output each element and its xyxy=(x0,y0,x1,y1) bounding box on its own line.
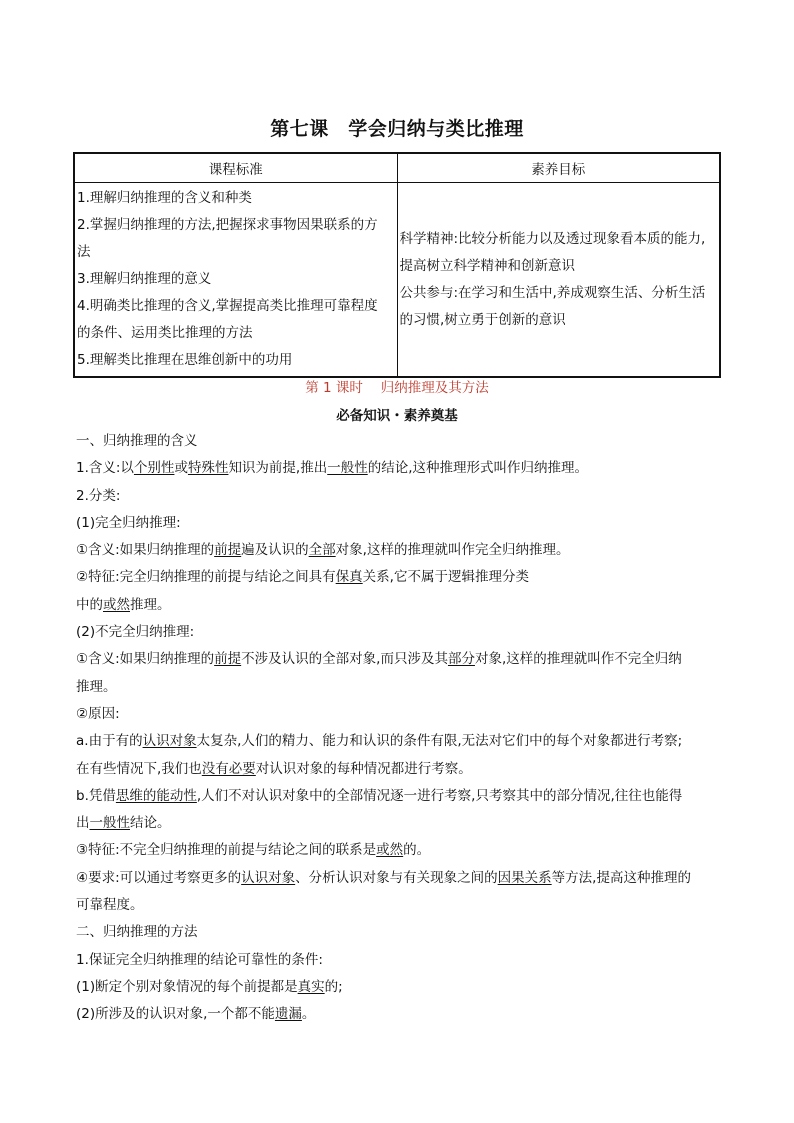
paragraph: 推理。 xyxy=(76,678,117,695)
paragraph: 在有些情况下,我们也没有必要对认识对象的每种情况都进行考察。 xyxy=(76,760,472,777)
paragraph: (1)断定个别对象情况的每个前提都是真实的; xyxy=(76,978,343,995)
course-standards-cell xyxy=(74,183,397,378)
standard-line: 的条件、运用类比推理的方法 xyxy=(77,325,253,341)
paragraph: ②原因: xyxy=(76,705,120,722)
paragraph: ③特征:不完全归纳推理的前提与结论之间的联系是或然的。 xyxy=(76,842,431,859)
paragraph: ①含义:如果归纳推理的前提不涉及认识的全部对象,而只涉及其部分对象,这样的推理就叫作不完全归纳 xyxy=(76,651,682,668)
paragraph: 1.含义:以个别性或特殊性知识为前提,推出一般性的结论,这种推理形式叫作归纳推理。 xyxy=(76,460,589,477)
paragraph: ①含义:如果归纳推理的前提遍及认识的全部对象,这样的推理就叫作完全归纳推理。 xyxy=(76,542,570,559)
standard-line: 2.掌握归纳推理的方法,把握探求事物因果联系的方 xyxy=(77,217,378,233)
standard-line: 3.理解归纳推理的意义 xyxy=(77,271,212,287)
goal-line: 公共参与:在学习和生活中,养成观察生活、分析生活 xyxy=(399,284,706,301)
paragraph: ②特征:完全归纳推理的前提与结论之间具有保真关系,它不属于逻辑推理分类 xyxy=(76,569,529,586)
goal-line: 的习惯,树立勇于创新的意识 xyxy=(399,311,566,328)
paragraph: 中的或然推理。 xyxy=(76,596,171,613)
standards-table xyxy=(73,152,721,378)
paragraph: ④要求:可以通过考察更多的认识对象、分析认识对象与有关现象之间的因果关系等方法,提高这种推理的 xyxy=(76,869,691,886)
paragraph: 1.保证完全归纳推理的结论可靠性的条件: xyxy=(76,951,323,968)
header-course-standards: 课程标准 xyxy=(74,153,397,183)
lesson-main-title: 第七课 学会归纳与类比推理 xyxy=(270,118,524,140)
literacy-goals-cell xyxy=(397,183,720,378)
header-literacy-goals: 素养目标 xyxy=(397,153,720,183)
standard-line: 5.理解类比推理在思维创新中的功用 xyxy=(77,352,293,368)
standard-line: 4.明确类比推理的含义,掌握提高类比推理可靠程度 xyxy=(77,298,378,314)
paragraph: a.由于有的认识对象太复杂,人们的精力、能力和认识的条件有限,无法对它们中的每个对象都进行考察; xyxy=(76,733,683,750)
paragraph: b.凭借思维的能动性,人们不对认识对象中的全部情况逐一进行考察,只考察其中的部分情况,往往也能得 xyxy=(76,787,683,804)
goal-line: 科学精神:比较分析能力以及透过现象看本质的能力, xyxy=(399,230,706,247)
paragraph: 可靠程度。 xyxy=(76,897,144,914)
body-text xyxy=(76,428,722,1029)
section-title: 必备知识・素养奠基 xyxy=(336,408,458,424)
paragraph: (2)不完全归纳推理: xyxy=(76,624,195,641)
standard-line: 法 xyxy=(77,244,91,260)
paragraph: (2)所涉及的认识对象,一个都不能遗漏。 xyxy=(76,1006,316,1023)
paragraph: 出一般性结论。 xyxy=(76,815,171,832)
standard-line: 1.理解归纳推理的含义和种类 xyxy=(77,190,252,206)
lesson-period-title: 第 1 课时 归纳推理及其方法 xyxy=(305,380,489,396)
heading-2: 二、归纳推理的方法 xyxy=(76,924,198,941)
goal-line: 提高树立科学精神和创新意识 xyxy=(399,257,575,274)
heading-1: 一、归纳推理的含义 xyxy=(76,433,198,449)
paragraph: (1)完全归纳推理: xyxy=(76,514,181,531)
paragraph: 2.分类: xyxy=(76,487,121,504)
